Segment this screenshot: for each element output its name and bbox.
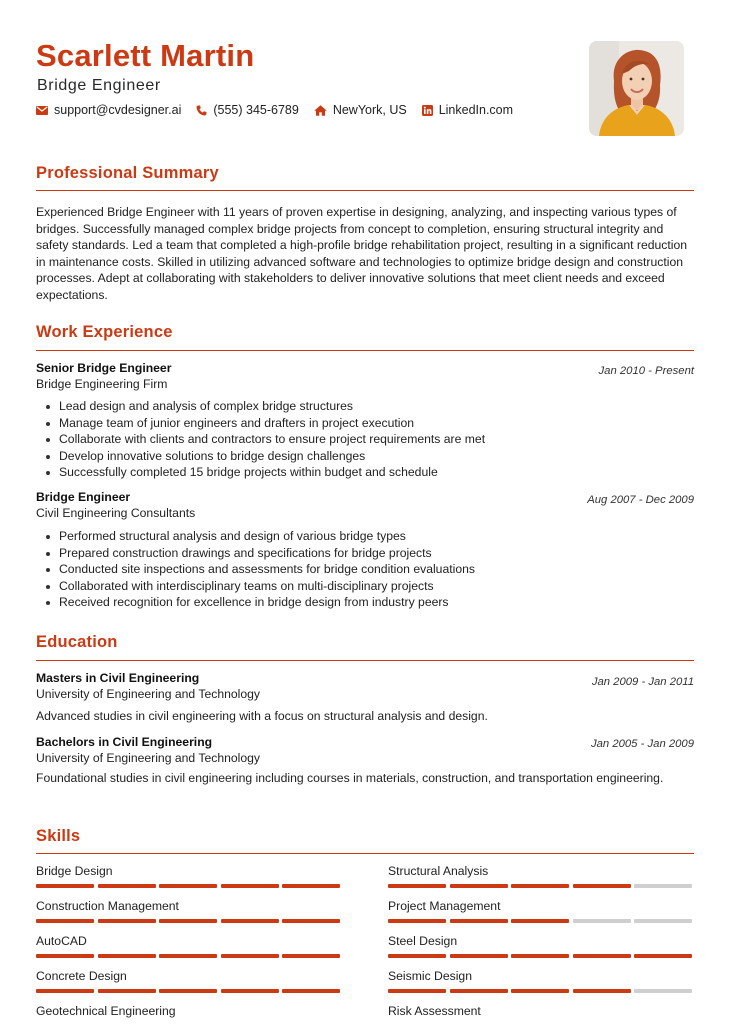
edu-date: Jan 2009 - Jan 2011 <box>591 676 694 688</box>
skills-heading: Skills <box>36 827 81 845</box>
skill-name: Structural Analysis <box>388 864 489 878</box>
skill-level-bar <box>388 989 696 993</box>
contact-phone-text: (555) 345-6789 <box>213 103 299 117</box>
skill-segment-empty <box>634 989 692 993</box>
skill-segment-filled <box>511 989 569 993</box>
job-role: Bridge Engineer <box>36 490 131 504</box>
skill-segment-filled <box>634 954 692 958</box>
skill-level-bar <box>36 919 344 923</box>
contact-email-text: support@cvdesigner.ai <box>54 103 182 117</box>
skill-segment-filled <box>221 954 279 958</box>
education-divider <box>36 660 694 661</box>
job-bullet: Collaborate with clients and contractors to ensure project requirements are met <box>44 431 485 448</box>
skill-segment-empty <box>634 919 692 923</box>
job-date: Jan 2010 - Present <box>598 365 694 377</box>
experience-heading: Work Experience <box>36 323 173 341</box>
skill-segment-filled <box>450 989 508 993</box>
candidate-name: Scarlett Martin <box>36 38 255 73</box>
edu-description: Foundational studies in civil engineering including courses in materials, construction, and transportation engineering. <box>36 771 664 785</box>
job-bullet: Develop innovative solutions to bridge design challenges <box>44 448 485 465</box>
job-bullet: Conducted site inspections and assessments for bridge condition evaluations <box>44 561 475 578</box>
skill-segment-filled <box>450 884 508 888</box>
linkedin-icon <box>422 105 433 116</box>
skill-name: Seismic Design <box>388 969 472 983</box>
skill-segment-filled <box>573 989 631 993</box>
skill-segment-filled <box>159 989 217 993</box>
skill-level-bar <box>36 884 344 888</box>
skill-segment-filled <box>573 884 631 888</box>
edu-degree: Masters in Civil Engineering <box>36 671 200 685</box>
skill-segment-filled <box>450 954 508 958</box>
job-bullet: Lead design and analysis of complex bridge structures <box>44 398 485 415</box>
skill-segment-filled <box>98 989 156 993</box>
envelope-icon <box>36 106 48 115</box>
education-heading: Education <box>36 633 118 651</box>
job-bullet: Prepared construction drawings and specifications for bridge projects <box>44 545 475 562</box>
skill-level-bar <box>388 919 696 923</box>
edu-description: Advanced studies in civil engineering with a focus on structural analysis and design. <box>36 709 488 723</box>
skill-segment-filled <box>221 989 279 993</box>
job-bullets <box>44 528 475 611</box>
summary-text: Experienced Bridge Engineer with 11 years of proven expertise in designing, analyzing, and inspecting various types of bridges. Successfully managed complex bridge projects from concept to completion, ensuring structural integrity and safety standards. Led a team that completed a high-profile bridge rehabilitation project, resulting in a significant reduction in maintenance costs. Skilled in utilizing advanced software and technologies to optimize bridge design and construction processes. Adept at collaborating with stakeholders to deliver innovative solutions that meet client needs and exceed expectations. <box>36 205 688 302</box>
experience-divider <box>36 350 694 351</box>
job-bullet: Manage team of junior engineers and drafters in project execution <box>44 415 485 432</box>
skill-segment-filled <box>36 919 94 923</box>
skill-segment-filled <box>388 989 446 993</box>
job-bullet: Collaborated with interdisciplinary teams on multi-disciplinary projects <box>44 578 475 595</box>
skill-name: Bridge Design <box>36 864 113 878</box>
contact-location <box>314 103 407 117</box>
contact-linkedin-text: LinkedIn.com <box>438 103 514 117</box>
skill-segment-empty <box>634 884 692 888</box>
edu-date: Jan 2005 - Jan 2009 <box>590 738 694 750</box>
job-bullets <box>44 398 485 481</box>
skill-name: Construction Management <box>36 899 179 913</box>
edu-school: University of Engineering and Technology <box>36 687 261 701</box>
job-org: Bridge Engineering Firm <box>36 377 168 391</box>
contact-phone[interactable] <box>196 103 298 117</box>
contact-row <box>36 103 528 117</box>
skill-segment-filled <box>511 919 569 923</box>
contact-linkedin[interactable] <box>422 103 513 117</box>
skill-segment-filled <box>388 954 446 958</box>
skill-segment-filled <box>282 989 340 993</box>
contact-email[interactable] <box>36 103 181 117</box>
skill-segment-filled <box>98 954 156 958</box>
skill-segment-filled <box>511 954 569 958</box>
skill-segment-empty <box>573 919 631 923</box>
skill-segment-filled <box>159 954 217 958</box>
skill-segment-filled <box>282 884 340 888</box>
skill-segment-filled <box>282 954 340 958</box>
skill-level-bar <box>36 954 344 958</box>
candidate-title: Bridge Engineer <box>37 77 161 94</box>
skill-level-bar <box>36 989 344 993</box>
job-bullet: Successfully completed 15 bridge projects within budget and schedule <box>44 464 485 481</box>
skills-divider <box>36 853 694 854</box>
skill-segment-filled <box>98 884 156 888</box>
edu-degree: Bachelors in Civil Engineering <box>36 735 213 749</box>
contact-location-text: NewYork, US <box>332 103 407 117</box>
skill-segment-filled <box>511 884 569 888</box>
job-bullet: Received recognition for excellence in bridge design from industry peers <box>44 594 475 611</box>
skill-segment-filled <box>388 884 446 888</box>
skill-segment-filled <box>159 884 217 888</box>
job-bullet: Performed structural analysis and design of various bridge types <box>44 528 475 545</box>
skill-segment-filled <box>388 919 446 923</box>
skill-segment-filled <box>36 954 94 958</box>
skill-segment-filled <box>159 919 217 923</box>
skill-segment-filled <box>573 954 631 958</box>
skill-segment-filled <box>221 884 279 888</box>
skill-segment-filled <box>221 919 279 923</box>
phone-icon <box>196 105 207 116</box>
summary-heading: Professional Summary <box>36 164 219 182</box>
skill-name: Steel Design <box>388 934 458 948</box>
skill-name: Project Management <box>388 899 501 913</box>
skill-segment-filled <box>36 884 94 888</box>
job-role: Senior Bridge Engineer <box>36 361 172 375</box>
skill-level-bar <box>388 954 696 958</box>
skill-name: Risk Assessment <box>388 1004 481 1018</box>
job-date: Aug 2007 - Dec 2009 <box>587 494 694 506</box>
edu-school: University of Engineering and Technology <box>36 751 261 765</box>
skill-level-bar <box>388 884 696 888</box>
home-icon <box>314 105 327 116</box>
skill-name: Concrete Design <box>36 969 127 983</box>
skill-segment-filled <box>98 919 156 923</box>
skill-segment-filled <box>450 919 508 923</box>
skill-name: AutoCAD <box>36 934 87 948</box>
skill-name: Geotechnical Engineering <box>36 1004 176 1018</box>
skill-segment-filled <box>282 919 340 923</box>
profile-photo <box>589 41 684 136</box>
summary-divider <box>36 190 694 191</box>
job-org: Civil Engineering Consultants <box>36 506 196 520</box>
skill-segment-filled <box>36 989 94 993</box>
